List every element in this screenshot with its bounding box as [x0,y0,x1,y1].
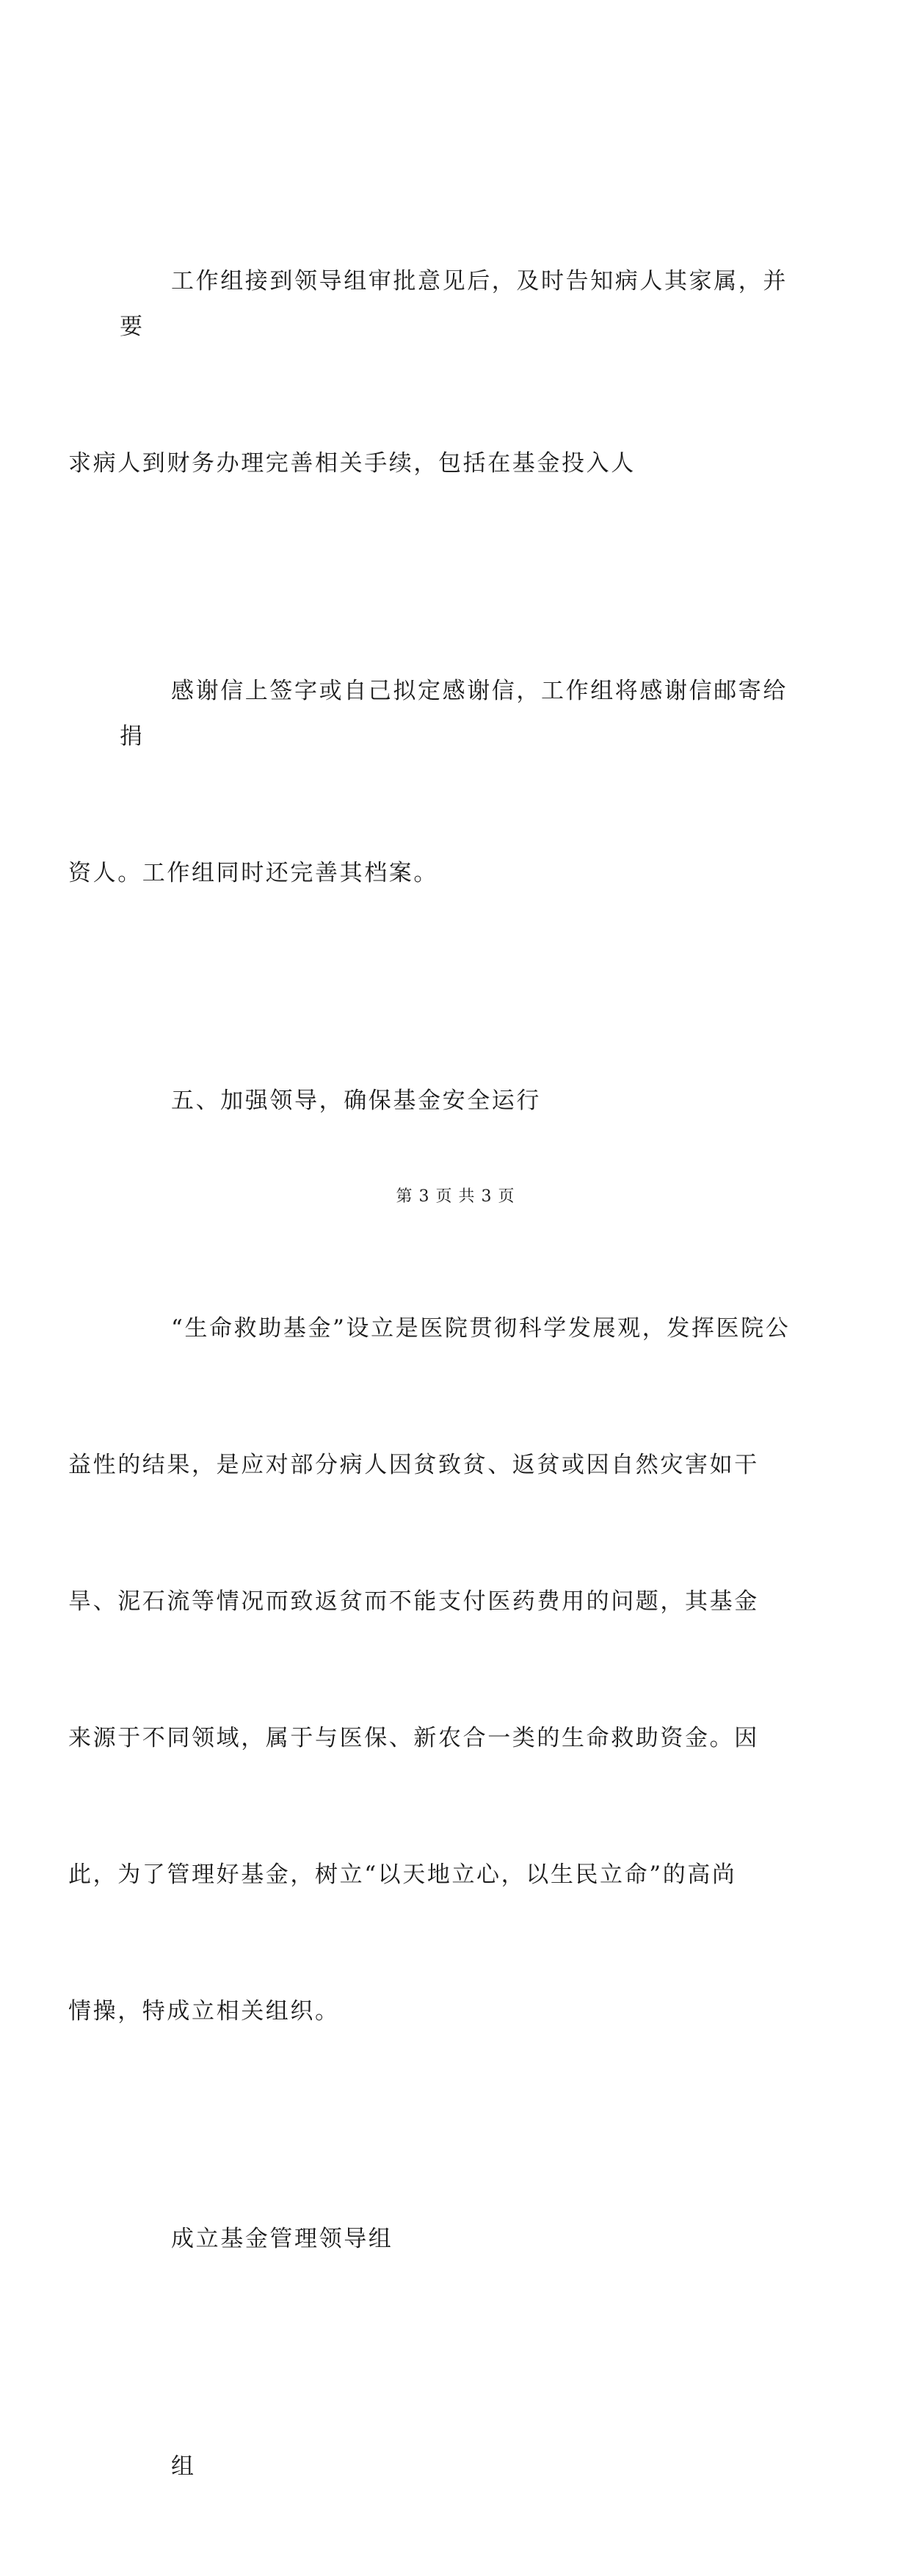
paragraph-line: 工作组接到领导组审批意见后，及时告知病人其家属，并要 [120,268,788,340]
paragraph-line: 求病人到财务办理完善相关手续，包括在基金投入人 [68,450,636,477]
section-heading-five [120,987,795,1215]
section-heading-text: 五、加强领导，确保基金安全运行 [171,1088,541,1114]
paragraph-line: 资人。工作组同时还完善其档案。 [68,860,438,886]
paragraph-line: “生命救助基金”设立是医院贯彻科学发展观，发挥医院公 [171,1315,791,1342]
paragraph-line: 组 [171,2453,196,2480]
paragraph-line: 旱、泥石流等情况而致返贫而不能支付医药费用的问题，其基金 [68,1588,759,1615]
paragraph-line: 此，为了管理好基金，树立“以天地立心，以生民立命”的高尚 [68,1862,737,1888]
paragraph-fund-purpose [68,1215,795,2125]
paragraph-line: 情操，特成立相关组织。 [68,1998,340,2025]
paragraph-line: 成立基金管理领导组 [171,2226,393,2252]
paragraph-leadership-group [120,2125,795,2353]
paragraph-line: 感谢信上签字或自己拟定感谢信，工作组将感谢信邮寄给捐 [120,678,788,750]
paragraph-line: 益性的结果，是应对部分病人因贫致贫、返贫或因自然灾害如干 [68,1452,759,1478]
document-body [68,167,795,2576]
paragraph-thank-you-letter [68,577,795,987]
paragraph-line: 来源于不同领域，属于与医保、新农合一类的生命救助资金。因 [68,1725,759,1751]
paragraph-approval-notice [68,167,795,577]
paragraph-group [120,2353,795,2576]
page-footer: 第 3 页 共 3 页 [396,1187,515,1206]
